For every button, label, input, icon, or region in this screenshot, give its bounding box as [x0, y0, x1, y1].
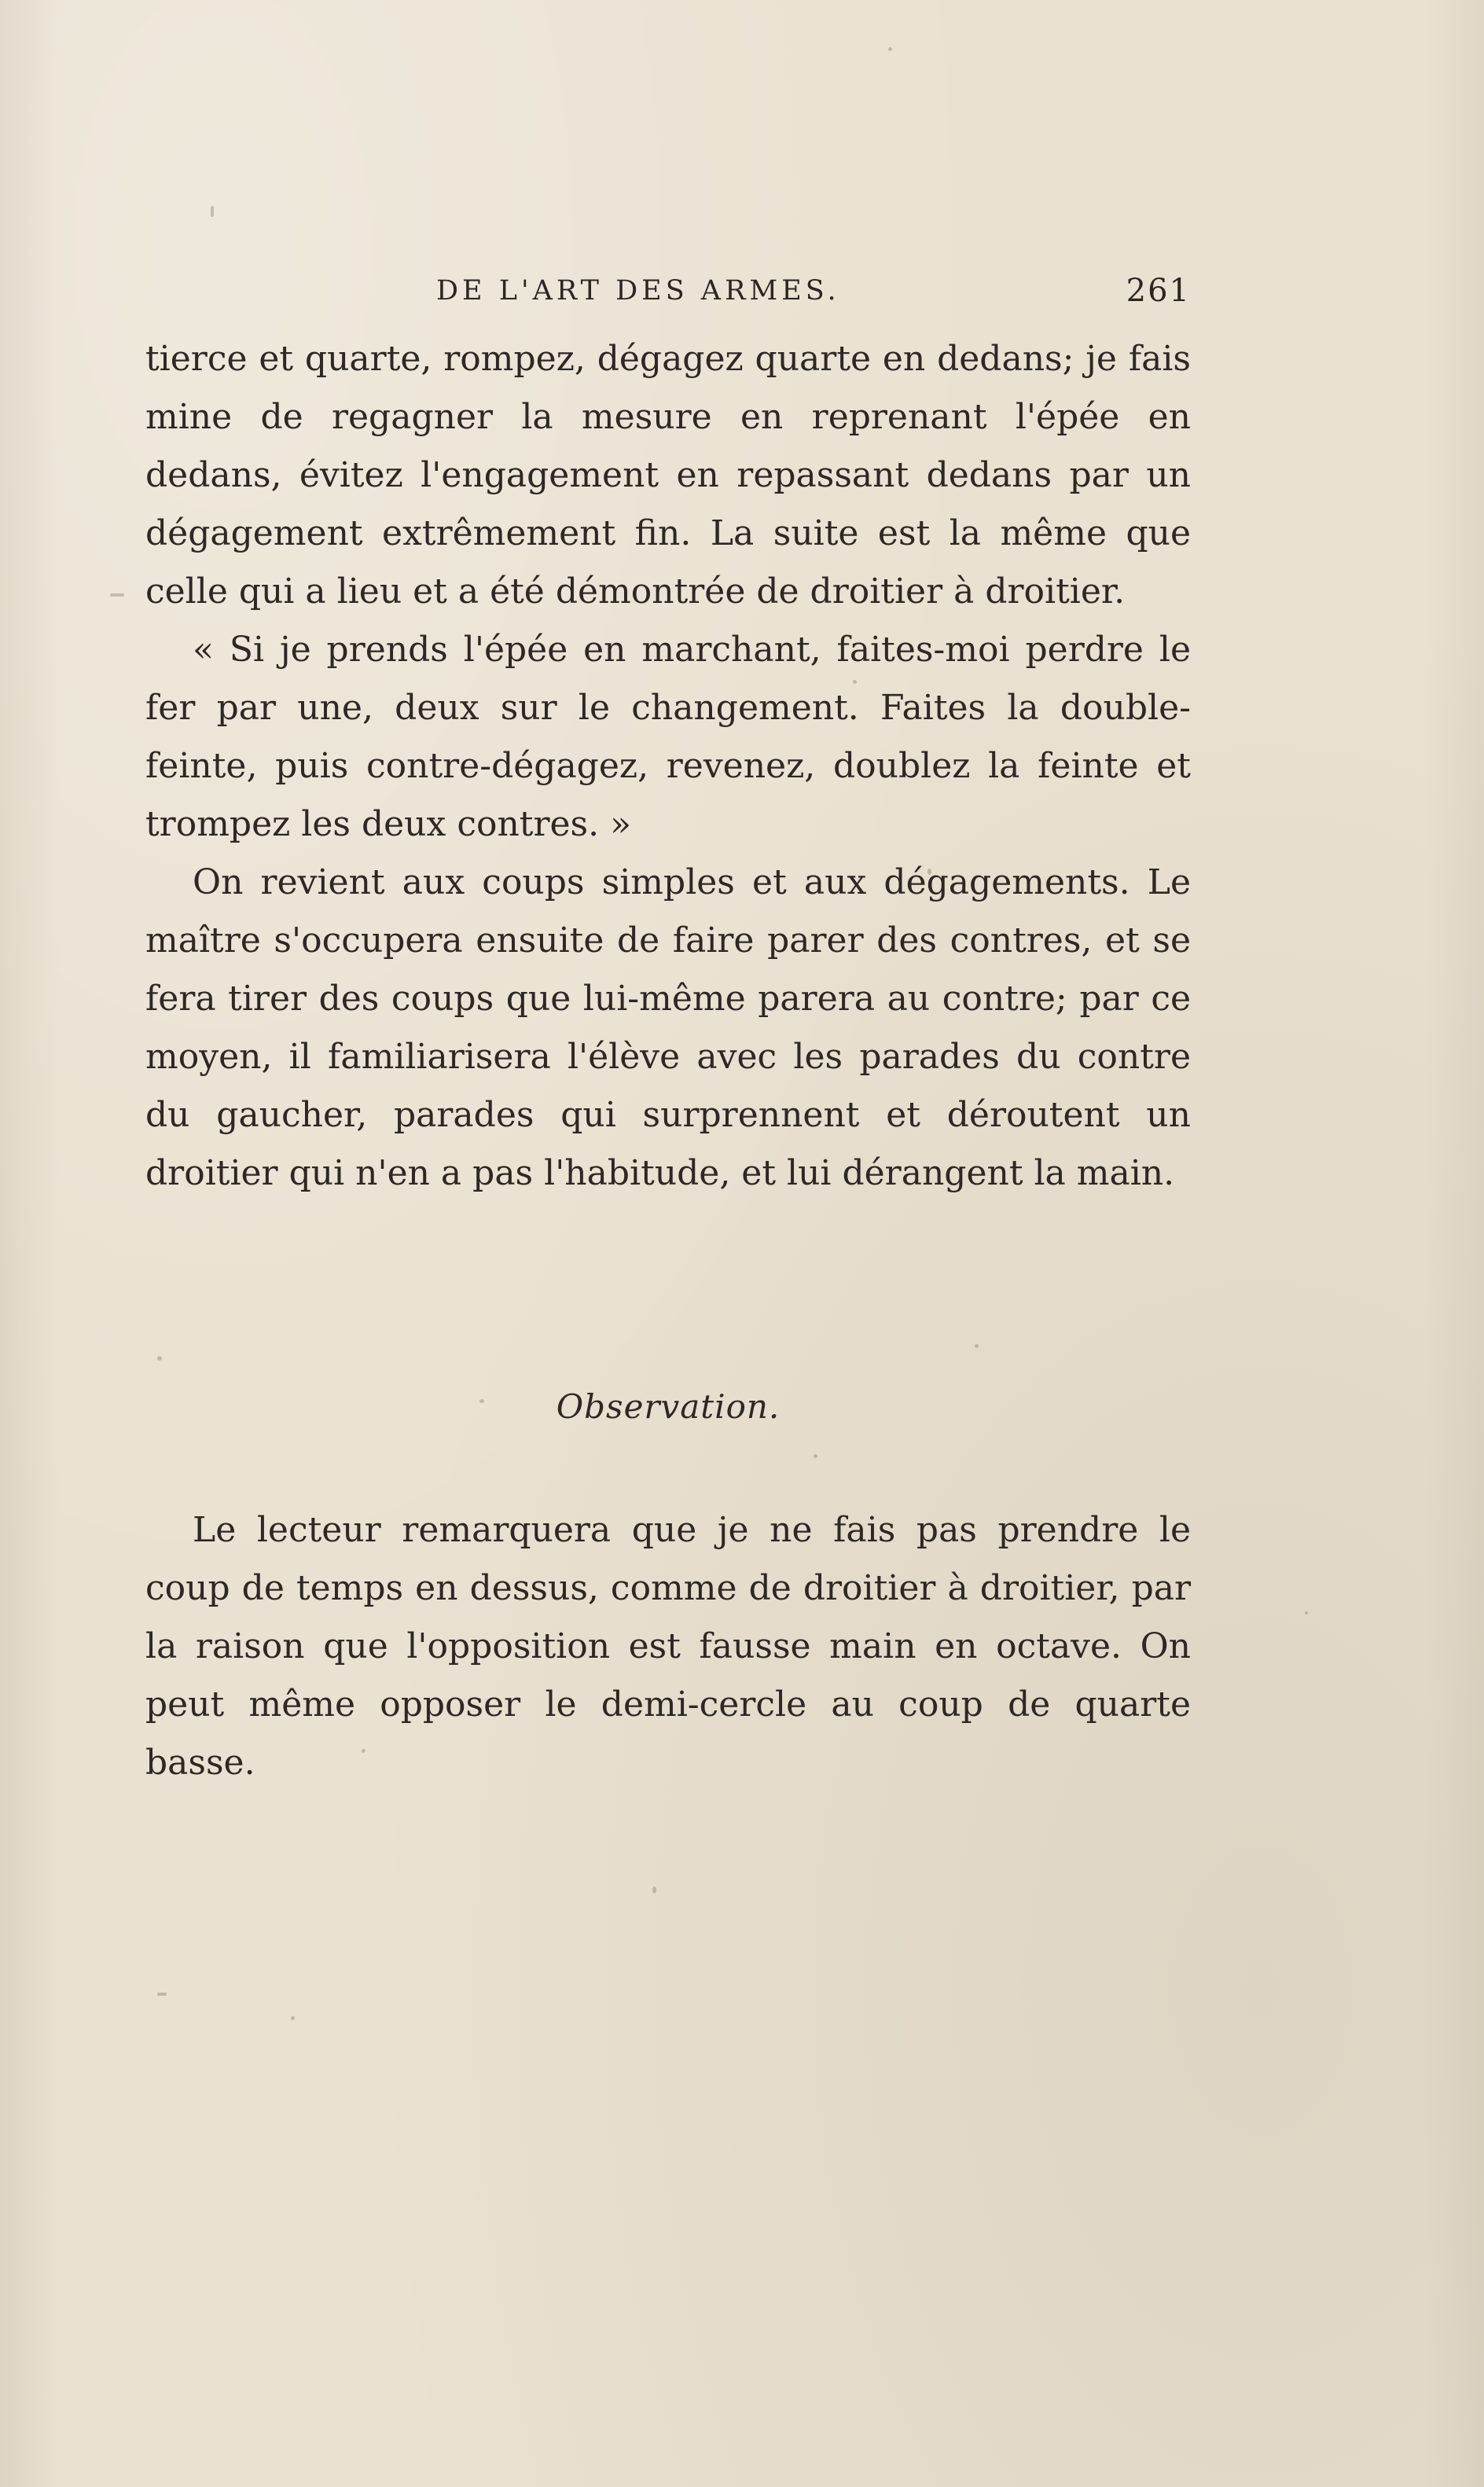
paper-speck — [110, 593, 124, 597]
paragraph: tierce et quarte, rompez, dégagez quarte en dedans; je fais mine de regagner la mesure en reprenant l'épée en dedans, évitez l'engagement en repassant dedans par un dégagement extrêmement fin. La suite est la même que celle qui a lieu et a été démontrée de droitier à droitier. — [145, 339, 1191, 612]
paragraph: « Si je prends l'épée en marchant, faites-moi perdre le fer par une, deux sur le changement. Faites la double-feinte, puis contre-dégagez, revenez, doublez la feinte et trompez les deux contres. » — [145, 630, 1191, 844]
section-body — [145, 1501, 1191, 1792]
paper-speck — [291, 2016, 295, 2020]
page-number: 261 — [1126, 273, 1191, 309]
running-title: DE L'ART DES ARMES. — [436, 275, 840, 307]
paper-speck — [814, 1454, 817, 1458]
running-head — [436, 267, 1191, 314]
paragraph: Le lecteur remarquera que je ne fais pas prendre le coup de temps en dessus, comme de droitier à droitier, par la raison que l'opposition est fausse main en octave. On peut même opposer le demi-cercle au coup de quarte basse. — [145, 1510, 1191, 1783]
paper-speck — [211, 206, 214, 217]
paper-speck — [1305, 1611, 1308, 1615]
paper-speck — [157, 1993, 167, 1996]
paragraph: On revient aux coups simples et aux dégagements. Le maître s'occupera ensuite de faire parer des contres, et se fera tirer des coups que lui-même parera au contre; par ce moyen, il familiarisera l'élève avec les parades du contre du gaucher, parades qui surprennent et déroutent un droitier qui n'en a pas l'habitude, et lui dérangent la main. — [145, 862, 1191, 1193]
paper-speck — [157, 1356, 162, 1361]
body-text — [145, 330, 1191, 1203]
section-title: Observation. — [556, 1387, 781, 1426]
paper-speck — [888, 47, 892, 51]
paper-speck — [652, 1886, 656, 1894]
paper-speck — [975, 1344, 979, 1348]
